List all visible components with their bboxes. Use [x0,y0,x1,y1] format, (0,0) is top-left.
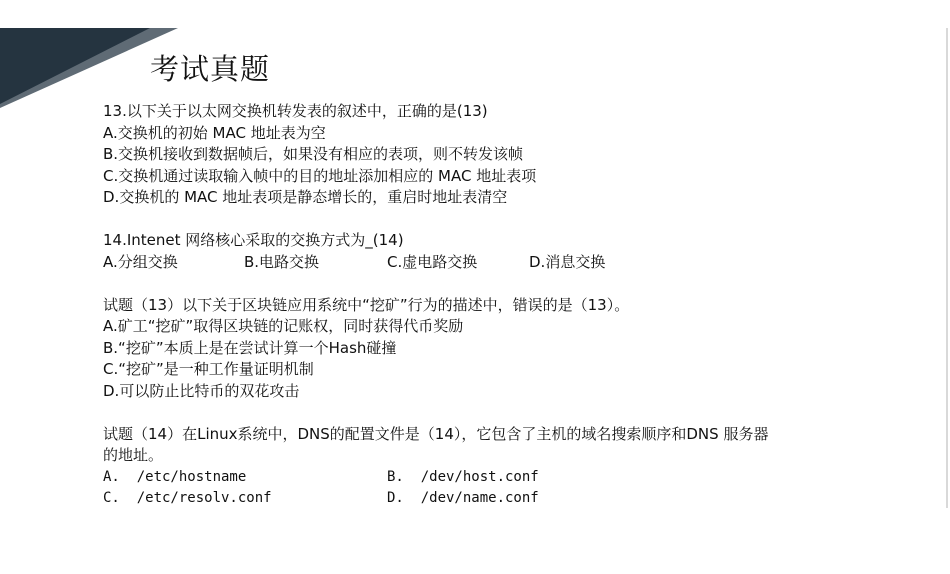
question-content [103,101,923,510]
q13b-option-b: B.“挖矿”本质上是在尝试计算一个Hash碰撞 [103,338,397,357]
q14b-option-b: B. /dev/host.conf [387,468,539,485]
q14-option-b: B.电路交换 [244,252,320,271]
q14-stem: 14.Intenet 网络核心采取的交换方式为_(14) [103,231,404,249]
q13-stem: 13.以下关于以太网交换机转发表的叙述中，正确的是(13) [103,102,488,120]
q13b-option-d: D.可以防止比特币的双花攻击 [103,381,300,400]
page-title: 考试真题 [150,52,271,86]
q14b-option-d: D. /dev/name.conf [387,490,539,506]
q14-option-a: A.分组交换 [103,252,178,271]
q14b-options-row-2 [103,488,923,510]
q13b-stem: 试题（13）以下关于区块链应用系统中“挖矿”行为的描述中，错误的是（13）。 [103,295,630,314]
spacer [103,402,923,424]
spacer [103,209,923,231]
q14b-option-a: A. /etc/hostname [103,468,247,485]
q13-option-b: B.交换机接收到数据帧后，如果没有相应的表项，则不转发该帧 [103,145,524,163]
q14b-options-row-1 [103,467,923,489]
q14b-stem-line1: 试题（14）在Linux系统中，DNS的配置文件是（14），它包含了主机的域名搜索顺序和DNS 服务器 [103,424,769,443]
q13-option-d: D.交换机的 MAC 地址表项是静态增长的，重启时地址表清空 [103,188,508,206]
q14-option-c: C.虚电路交换 [387,252,478,271]
q13-option-c: C.交换机通过读取输入帧中的目的地址添加相应的 MAC 地址表项 [103,166,537,185]
q14b-option-c: C. /etc/resolv.conf [103,490,272,506]
q13b-option-c: C.“挖矿”是一种工作量证明机制 [103,360,314,378]
q14b-stem-line2: 的地址。 [103,446,164,464]
spacer [103,273,923,295]
q14-options-row [103,252,923,274]
q14-option-d: D.消息交换 [529,252,606,271]
right-border-line [946,28,948,508]
q13b-option-a: A.矿工“挖矿”取得区块链的记账权，同时获得代币奖励 [103,317,464,335]
q13-option-a: A.交换机的初始 MAC 地址表为空 [103,123,326,142]
